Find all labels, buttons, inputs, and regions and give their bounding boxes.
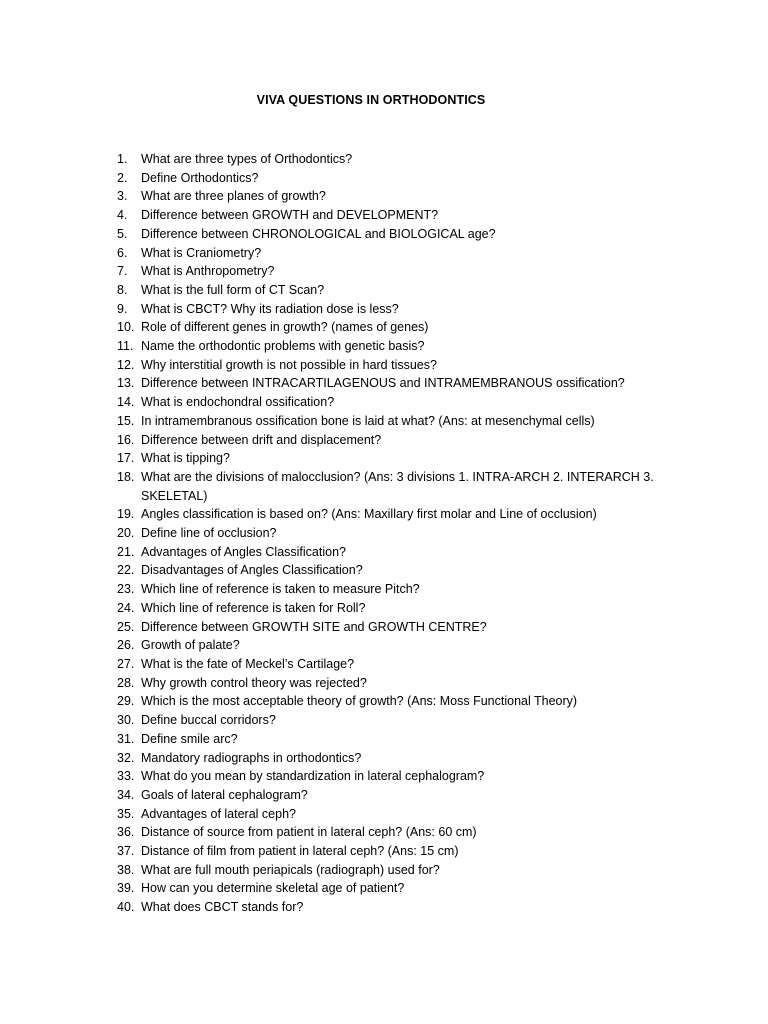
question-number-label: 22. (117, 563, 135, 578)
question-item (110, 636, 670, 655)
question-item (110, 187, 670, 206)
question-text: What are the divisions of malocclusion? (Ans: 3 divisions 1. INTRA-ARCH 2. INTERARCH 3. SKELETAL) (141, 469, 654, 503)
question-text: Difference between drift and displacement? (141, 432, 382, 447)
question-number-label: 38. (117, 862, 135, 877)
question-number-label: 33. (117, 769, 135, 784)
question-text: Distance of source from patient in lateral ceph? (Ans: 60 cm) (141, 825, 477, 840)
question-number (110, 318, 141, 337)
question-item (110, 412, 670, 431)
question-item (110, 580, 670, 599)
question-item (110, 374, 670, 393)
question-item (110, 786, 670, 805)
question-text: Advantages of lateral ceph? (141, 806, 296, 821)
question-number-label: 20. (117, 526, 135, 541)
question-item (110, 281, 670, 300)
question-text: Why growth control theory was rejected? (141, 675, 367, 690)
question-number (110, 187, 141, 206)
question-number-label: 7. (117, 264, 128, 279)
question-number (110, 300, 141, 319)
question-number (110, 337, 141, 356)
question-number-label: 8. (117, 282, 128, 297)
question-text: What is endochondral ossification? (141, 395, 335, 410)
question-text: Advantages of Angles Classification? (141, 544, 346, 559)
question-number (110, 374, 141, 393)
question-text: What is the full form of CT Scan? (141, 282, 325, 297)
question-item (110, 431, 670, 450)
question-item (110, 262, 670, 281)
question-item (110, 842, 670, 861)
question-item (110, 468, 670, 505)
question-number (110, 692, 141, 711)
question-number-label: 4. (117, 208, 128, 223)
question-text: What is the fate of Meckel’s Cartilage? (141, 656, 355, 671)
question-number (110, 879, 141, 898)
question-item (110, 150, 670, 169)
question-text: Difference between GROWTH and DEVELOPMENT? (141, 208, 439, 223)
question-number (110, 655, 141, 674)
question-number (110, 749, 141, 768)
question-item (110, 823, 670, 842)
question-text: What are three planes of growth? (141, 189, 326, 204)
question-text: What does CBCT stands for? (141, 900, 304, 915)
question-item (110, 749, 670, 768)
question-text: What are full mouth periapicals (radiograph) used for? (141, 862, 440, 877)
question-number-label: 39. (117, 881, 135, 896)
question-text: Difference between INTRACARTILAGENOUS and INTRAMEMBRANOUS ossification? (141, 376, 625, 391)
question-number-label: 27. (117, 656, 135, 671)
question-item (110, 337, 670, 356)
question-number (110, 898, 141, 917)
question-item (110, 879, 670, 898)
question-text: Define Orthodontics? (141, 170, 259, 185)
question-number (110, 842, 141, 861)
question-number (110, 431, 141, 450)
question-text: Which is the most acceptable theory of growth? (Ans: Moss Functional Theory) (141, 694, 578, 709)
question-text: Disadvantages of Angles Classification? (141, 563, 363, 578)
question-number-label: 6. (117, 245, 128, 260)
question-item (110, 599, 670, 618)
question-number (110, 636, 141, 655)
question-number (110, 580, 141, 599)
question-text: Name the orthodontic problems with genetic basis? (141, 339, 425, 354)
question-item (110, 356, 670, 375)
question-item (110, 543, 670, 562)
question-item (110, 861, 670, 880)
question-number-label: 16. (117, 432, 135, 447)
question-text: Define smile arc? (141, 731, 238, 746)
question-number-label: 18. (117, 469, 135, 484)
question-number (110, 356, 141, 375)
question-number-label: 10. (117, 320, 135, 335)
question-text: What do you mean by standardization in lateral cephalogram? (141, 769, 485, 784)
question-item (110, 767, 670, 786)
question-number (110, 543, 141, 562)
question-number (110, 169, 141, 188)
question-text: Which line of reference is taken to measure Pitch? (141, 582, 420, 597)
question-number (110, 449, 141, 468)
question-number-label: 14. (117, 395, 135, 410)
question-number (110, 244, 141, 263)
question-item (110, 505, 670, 524)
question-number-label: 26. (117, 638, 135, 653)
question-number-label: 32. (117, 750, 135, 765)
question-number-label: 19. (117, 507, 135, 522)
question-text: Why interstitial growth is not possible in hard tissues? (141, 357, 437, 372)
question-text: Distance of film from patient in lateral ceph? (Ans: 15 cm) (141, 844, 459, 859)
question-item (110, 898, 670, 917)
question-number-label: 25. (117, 619, 135, 634)
question-text: Define line of occlusion? (141, 526, 277, 541)
question-number (110, 505, 141, 524)
question-number-label: 28. (117, 675, 135, 690)
question-number (110, 150, 141, 169)
question-text: Mandatory radiographs in orthodontics? (141, 750, 362, 765)
question-number (110, 393, 141, 412)
question-item (110, 524, 670, 543)
question-item (110, 169, 670, 188)
question-number (110, 599, 141, 618)
question-text: In intramembranous ossification bone is laid at what? (Ans: at mesenchymal cells) (141, 413, 595, 428)
question-text: What is Craniometry? (141, 245, 262, 260)
question-number-label: 37. (117, 844, 135, 859)
question-number-label: 34. (117, 787, 135, 802)
question-number-label: 1. (117, 152, 128, 166)
question-item (110, 805, 670, 824)
question-text: Define buccal corridors? (141, 713, 276, 728)
question-number-label: 3. (117, 189, 128, 204)
question-number (110, 674, 141, 693)
question-number (110, 561, 141, 580)
question-item (110, 244, 670, 263)
question-text: Which line of reference is taken for Roll? (141, 600, 366, 615)
question-number-label: 2. (117, 170, 128, 185)
question-text: Difference between GROWTH SITE and GROWTH CENTRE? (141, 619, 487, 634)
question-number-label: 13. (117, 376, 135, 391)
question-number-label: 40. (117, 900, 135, 915)
question-number-label: 5. (117, 226, 128, 241)
question-text: What is CBCT? Why its radiation dose is less? (141, 301, 399, 316)
question-number (110, 767, 141, 786)
question-item (110, 225, 670, 244)
question-number-label: 9. (117, 301, 128, 316)
question-item (110, 561, 670, 580)
question-text: Difference between CHRONOLOGICAL and BIOLOGICAL age? (141, 226, 496, 241)
question-number (110, 618, 141, 637)
question-item (110, 393, 670, 412)
question-number-label: 17. (117, 451, 135, 466)
question-number (110, 861, 141, 880)
question-item (110, 449, 670, 468)
question-number (110, 206, 141, 225)
question-number-label: 21. (117, 544, 135, 559)
question-text: Angles classification is based on? (Ans: Maxillary first molar and Line of occlusion) (141, 507, 597, 522)
question-number-label: 29. (117, 694, 135, 709)
question-number-label: 30. (117, 713, 135, 728)
question-list (110, 150, 670, 917)
question-number-label: 23. (117, 582, 135, 597)
question-item (110, 318, 670, 337)
question-number (110, 281, 141, 300)
question-number-label: 12. (117, 357, 135, 372)
question-number (110, 468, 141, 487)
question-item (110, 730, 670, 749)
question-number (110, 412, 141, 431)
question-item (110, 711, 670, 730)
question-text: What is Anthropometry? (141, 264, 275, 279)
question-item (110, 618, 670, 637)
question-item (110, 692, 670, 711)
question-number (110, 225, 141, 244)
question-number-label: 24. (117, 600, 135, 615)
question-item (110, 300, 670, 319)
question-item (110, 655, 670, 674)
question-number-label: 36. (117, 825, 135, 840)
question-number (110, 786, 141, 805)
question-number-label: 35. (117, 806, 135, 821)
question-number (110, 524, 141, 543)
question-text: What are three types of Orthodontics? (141, 152, 353, 166)
question-number (110, 711, 141, 730)
question-text: Goals of lateral cephalogram? (141, 787, 308, 802)
question-item (110, 674, 670, 693)
question-number (110, 730, 141, 749)
question-text: How can you determine skeletal age of patient? (141, 881, 405, 896)
question-number-label: 15. (117, 413, 135, 428)
question-number-label: 11. (117, 339, 134, 354)
question-item (110, 206, 670, 225)
question-number (110, 823, 141, 842)
document-title: VIVA QUESTIONS IN ORTHODONTICS (256, 93, 486, 107)
question-text: Role of different genes in growth? (names of genes) (141, 320, 429, 335)
question-text: What is tipping? (141, 451, 230, 466)
question-number-label: 31. (117, 731, 135, 746)
question-text: Growth of palate? (141, 638, 240, 653)
question-number (110, 262, 141, 281)
question-number (110, 805, 141, 824)
